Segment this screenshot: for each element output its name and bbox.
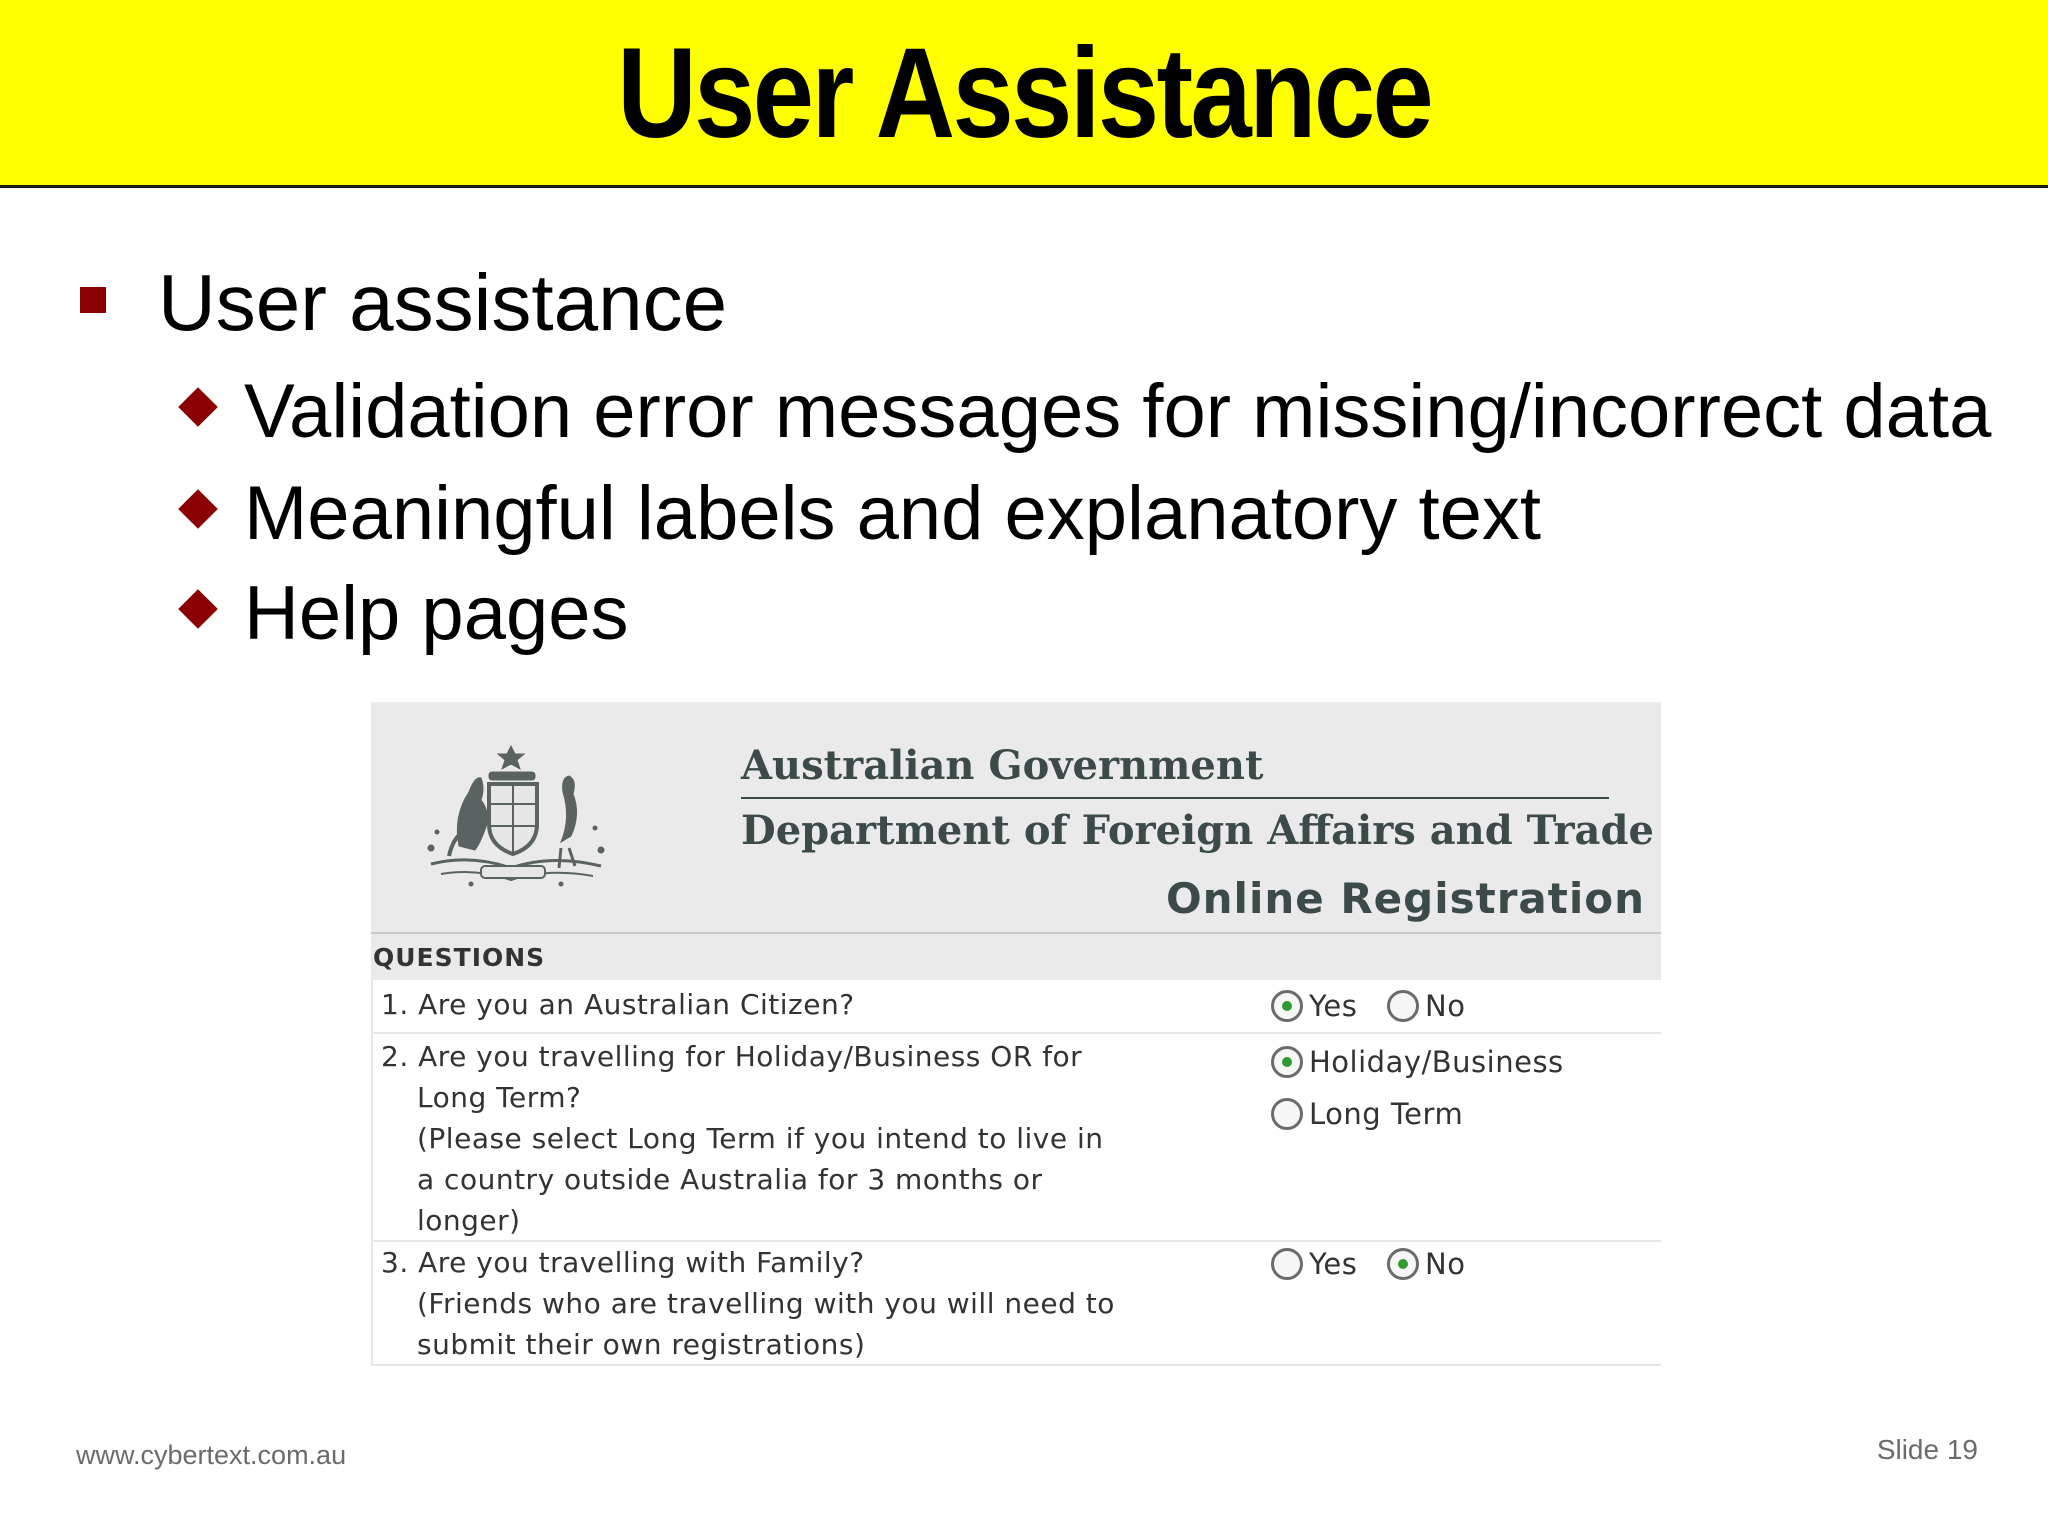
radio-option-no[interactable] xyxy=(1387,1244,1465,1284)
question-row xyxy=(371,1034,1661,1242)
sub-bullet-text: Help pages xyxy=(244,570,629,656)
option-label: Holiday/Business xyxy=(1309,1045,1564,1079)
bullet-text: User assistance xyxy=(158,258,728,347)
sub-bullet-text: Meaningful labels and explanatory text xyxy=(244,470,1542,556)
radio-option-holiday-business[interactable] xyxy=(1271,1042,1564,1082)
radio-group xyxy=(1271,1244,1485,1287)
question-hint: (Friends who are travelling with you will need to xyxy=(417,1287,1115,1320)
diamond-bullet-icon xyxy=(178,489,218,529)
slide-title: User Assistance xyxy=(617,22,1431,165)
online-registration-title: Online Registration xyxy=(1165,874,1645,923)
radio-group xyxy=(1271,1036,1584,1140)
radio-option-no[interactable] xyxy=(1387,986,1465,1026)
bullet-level1 xyxy=(80,258,727,348)
radio-option-yes[interactable] xyxy=(1271,1244,1357,1284)
question-hint: submit their own registrations) xyxy=(417,1328,866,1361)
coat-of-arms-icon xyxy=(411,738,621,898)
question-row xyxy=(371,980,1661,1034)
form-header xyxy=(371,702,1661,934)
question-text xyxy=(381,1242,1115,1365)
radio-unselected-icon[interactable] xyxy=(1271,1248,1303,1280)
registration-form-screenshot xyxy=(371,702,1661,1365)
question-row xyxy=(371,1242,1661,1366)
question-text xyxy=(381,1036,1104,1241)
question-hint: a country outside Australia for 3 months or xyxy=(417,1163,1043,1196)
question-hint: (Please select Long Term if you intend to live in xyxy=(417,1122,1104,1155)
question-line: 1. Are you an Australian Citizen? xyxy=(381,988,855,1021)
questions-header: QUESTIONS xyxy=(371,934,1661,980)
option-label: Yes xyxy=(1309,989,1358,1023)
radio-selected-icon[interactable] xyxy=(1387,1248,1419,1280)
radio-group xyxy=(1271,986,1485,1029)
sub-bullet xyxy=(184,468,1541,558)
slide-number: Slide 19 xyxy=(1876,1434,1978,1465)
radio-selected-icon[interactable] xyxy=(1271,990,1303,1022)
title-bar xyxy=(0,0,2048,188)
option-label: No xyxy=(1425,1247,1466,1281)
sub-bullet-text: Validation error messages for missing/incorrect data xyxy=(244,368,1992,454)
diamond-bullet-icon xyxy=(178,387,218,427)
option-label: Yes xyxy=(1309,1247,1358,1281)
sub-bullet xyxy=(184,366,1991,456)
question-line: 3. Are you travelling with Family? xyxy=(381,1246,865,1279)
option-label: No xyxy=(1425,989,1466,1023)
radio-selected-icon[interactable] xyxy=(1271,1046,1303,1078)
square-bullet-icon xyxy=(80,287,106,313)
question-line: 2. Are you travelling for Holiday/Business OR for xyxy=(381,1040,1083,1073)
question-line: Long Term? xyxy=(417,1081,582,1114)
government-heading xyxy=(741,742,1654,854)
option-label: Long Term xyxy=(1309,1097,1464,1131)
question-hint: longer) xyxy=(417,1204,521,1237)
radio-unselected-icon[interactable] xyxy=(1387,990,1419,1022)
department-name: Department of Foreign Affairs and Trade xyxy=(741,807,1654,854)
radio-option-yes[interactable] xyxy=(1271,986,1357,1026)
government-name: Australian Government xyxy=(741,742,1609,799)
sub-bullet xyxy=(184,568,629,658)
question-text xyxy=(381,984,855,1025)
radio-option-long-term[interactable] xyxy=(1271,1094,1463,1134)
diamond-bullet-icon xyxy=(178,589,218,629)
radio-unselected-icon[interactable] xyxy=(1271,1098,1303,1130)
footer-url: www.cybertext.com.au xyxy=(76,1440,347,1470)
